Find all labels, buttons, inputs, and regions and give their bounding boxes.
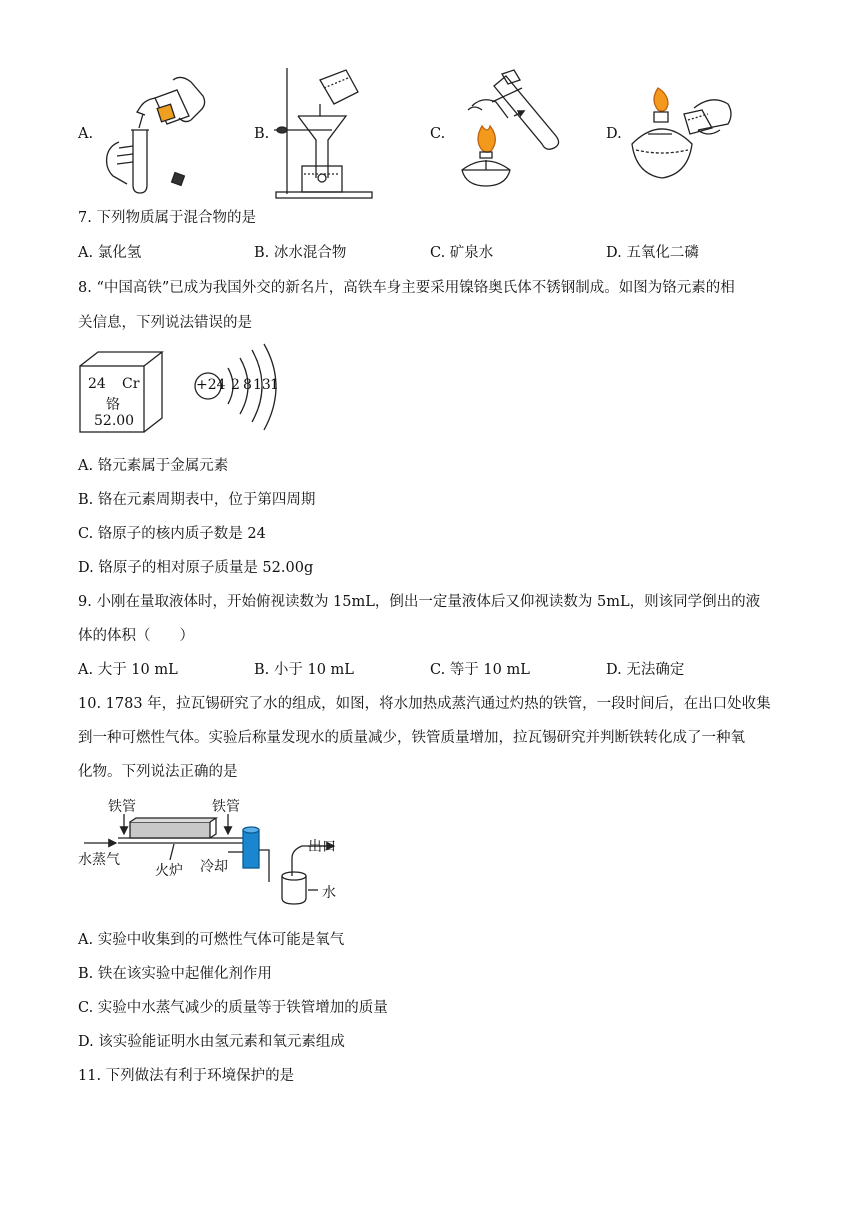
q9-option-b: B. 小于 10 mL (254, 662, 354, 678)
atom-shell-2: 8 (243, 377, 252, 393)
q7-option-b: B. 冰水混合物 (254, 245, 347, 261)
element-symbol: Cr (122, 376, 140, 392)
label-water: 水 (322, 885, 336, 901)
q9-option-d: D. 无法确定 (606, 662, 685, 678)
q10-option-d: D. 该实验能证明水由氢元素和氧元素组成 (78, 1034, 345, 1050)
q10-option-a: A. 实验中收集到的可燃性气体可能是氧气 (78, 932, 345, 948)
q8-stem-line1: 8. “中国高铁”已成为我国外交的新名片，高铁车身主要采用镍铬奥氏体不锈钢制成。如图为铬元素的相 (78, 280, 735, 296)
q6-option-b-label: B. (254, 126, 270, 142)
heating-test-tube-illustration (452, 66, 572, 196)
q6-option-a-label: A. (78, 126, 94, 142)
q11-stem: 11. 下列做法有利于环境保护的是 (78, 1068, 295, 1084)
q6-option-c-label: C. (430, 126, 446, 142)
q10-stem-line1: 10. 1783 年，拉瓦锡研究了水的组成，如图，将水加热成蒸汽通过灼热的铁管，一段时间后，在出口处收集 (78, 696, 771, 712)
label-iron-tube-left: 铁管 (108, 799, 136, 815)
q7-option-c: C. 矿泉水 (430, 245, 494, 261)
q10-stem-line3: 化物。下列说法正确的是 (78, 764, 238, 780)
q8-stem-line2: 关信息，下列说法错误的是 (78, 315, 252, 331)
q6-option-d-label: D. (606, 126, 622, 142)
atom-nucleus-charge: +24 (196, 377, 226, 393)
label-outlet: 出口 (308, 839, 336, 855)
q10-stem-line2: 到一种可燃性气体。实验后称量发现水的质量减少，铁管质量增加，拉瓦锡研究并判断铁转化成了一种氧 (78, 730, 745, 746)
label-furnace: 火炉 (155, 863, 183, 879)
q7-option-d: D. 五氧化二磷 (606, 245, 699, 261)
element-atomic-mass: 52.00 (94, 413, 135, 429)
pouring-liquid-illustration (95, 70, 225, 195)
label-iron-tube-right: 铁管 (212, 799, 240, 815)
atom-shell-3: 13 (253, 377, 271, 393)
filtration-illustration (272, 66, 382, 201)
q8-option-d: D. 铬原子的相对原子质量是 52.00g (78, 560, 314, 576)
q9-option-c: C. 等于 10 mL (430, 662, 530, 678)
furnace-block (130, 822, 210, 838)
q9-option-a: A. 大于 10 mL (78, 662, 178, 678)
bottle-stopper-icon (172, 173, 185, 186)
element-atomic-number: 24 (88, 376, 106, 392)
q9-stem-line1: 9. 小刚在量取液体时，开始俯视读数为 15mL，倒出一定量液体后又仰视读数为 5mL，则该同学倒出的液 (78, 594, 761, 610)
q7-option-a: A. 氯化氢 (78, 245, 142, 261)
label-steam: 水蒸气 (78, 852, 120, 868)
lamp-flame-icon (654, 88, 668, 111)
alcohol-lamp-illustration (628, 84, 738, 189)
q7-stem: 7. 下列物质属于混合物的是 (78, 210, 256, 226)
q8-option-b: B. 铬在元素周期表中，位于第四周期 (78, 492, 316, 508)
cooling-condenser (243, 830, 259, 868)
flame-icon (478, 126, 495, 152)
q8-option-c: C. 铬原子的核内质子数是 24 (78, 526, 266, 542)
atom-shell-4: 1 (270, 377, 279, 393)
bottle-label-icon (157, 104, 175, 122)
q10-option-c: C. 实验中水蒸气减少的质量等于铁管增加的质量 (78, 1000, 388, 1016)
atom-shell-1: 2 (231, 377, 240, 393)
label-cooling: 冷却 (200, 859, 228, 875)
q8-option-a: A. 铬元素属于金属元素 (78, 458, 229, 474)
q9-stem-line2: 体的体积（ ） (78, 628, 194, 644)
element-name: 铬 (106, 397, 120, 413)
q10-option-b: B. 铁在该实验中起催化剂作用 (78, 966, 272, 982)
